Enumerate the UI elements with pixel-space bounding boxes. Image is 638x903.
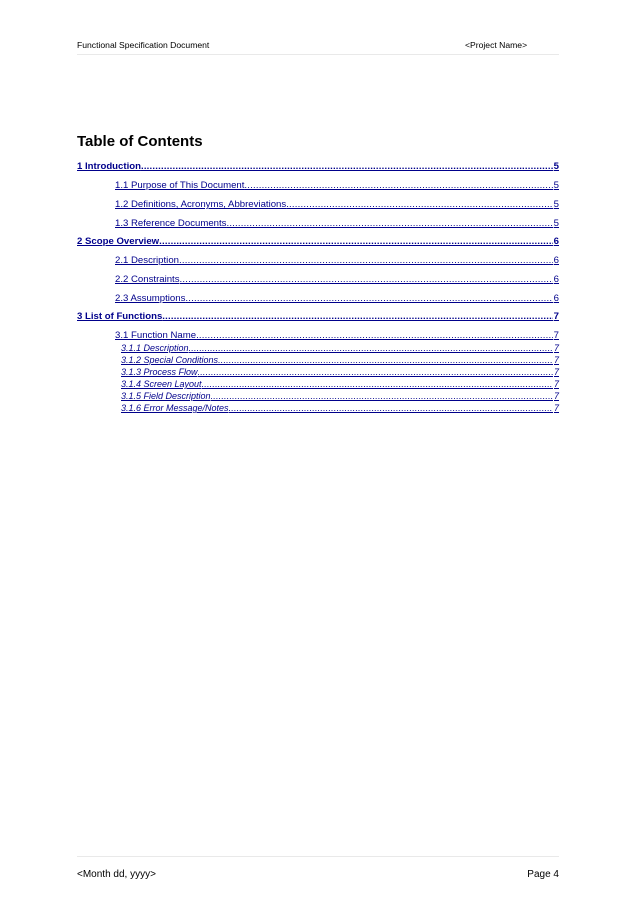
toc-entry-list-of-functions[interactable]: 3 List of Functions ..... 7 bbox=[77, 311, 559, 323]
toc-entry-constraints[interactable]: 2.2 Constraints ..... 6 bbox=[115, 274, 559, 286]
page-header bbox=[77, 40, 559, 55]
page-footer bbox=[77, 856, 559, 887]
toc-entry-assumptions[interactable]: 2.3 Assumptions ..... 6 bbox=[115, 293, 559, 305]
toc-entry-purpose[interactable]: 1.1 Purpose of This Document ..... 5 bbox=[115, 180, 559, 192]
toc-entry-definitions[interactable]: 1.2 Definitions, Acronyms, Abbreviations ..... 5 bbox=[115, 199, 559, 211]
toc-entry-function-name[interactable]: 3.1 Function Name ..... 7 bbox=[115, 330, 559, 342]
toc-entry-process-flow[interactable]: 3.1.3 Process Flow ..... 7 bbox=[121, 367, 559, 378]
toc-entry-reference-documents[interactable]: 1.3 Reference Documents ..... 5 bbox=[115, 218, 559, 230]
header-document-title: Functional Specification Document bbox=[77, 40, 210, 50]
toc-title: Table of Contents bbox=[77, 133, 203, 150]
toc-entry-error-message-notes[interactable]: 3.1.6 Error Message/Notes ..... 7 bbox=[121, 403, 559, 414]
footer-page-number: Page 4 bbox=[527, 869, 559, 880]
toc-entry-scope-overview[interactable]: 2 Scope Overview ..... 6 bbox=[77, 236, 559, 248]
toc-entry-function-description[interactable]: 3.1.1 Description ..... 7 bbox=[121, 343, 559, 354]
toc-entry-description[interactable]: 2.1 Description ..... 6 bbox=[115, 255, 559, 267]
footer-date: <Month dd, yyyy> bbox=[77, 869, 156, 880]
header-project-name: <Project Name> bbox=[465, 40, 528, 50]
toc-entry-field-description[interactable]: 3.1.5 Field Description ..... 7 bbox=[121, 391, 559, 402]
toc-entry-introduction[interactable]: 1 Introduction ..... 5 bbox=[77, 161, 559, 173]
toc-entry-special-conditions[interactable]: 3.1.2 Special Conditions ..... 7 bbox=[121, 355, 559, 366]
toc-entry-screen-layout[interactable]: 3.1.4 Screen Layout ..... 7 bbox=[121, 379, 559, 390]
